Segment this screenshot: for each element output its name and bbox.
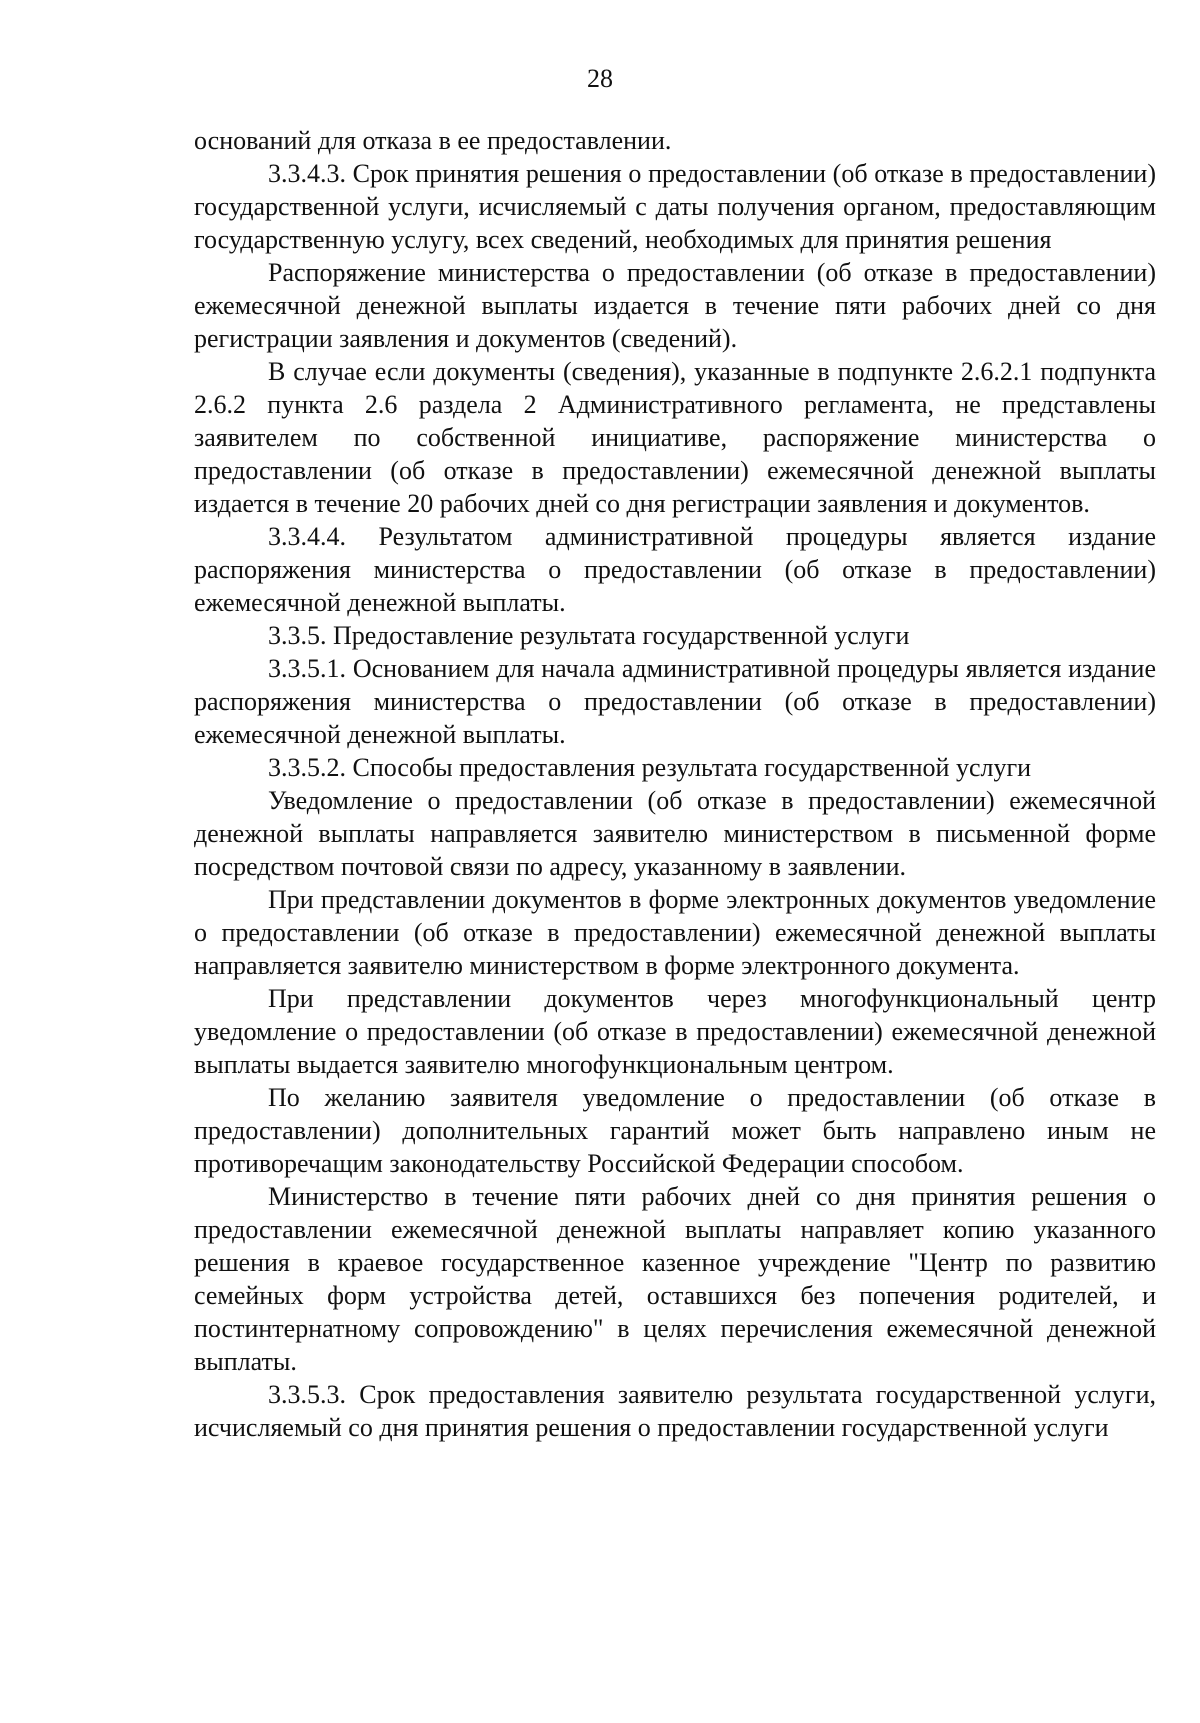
paragraph-3-3-5-1: 3.3.5.1. Основанием для начала административной процедуры является издание распоряжения министерства о предоставлении (об отказе в предоставлении) ежемесячной денежной выплаты. (194, 654, 1156, 749)
paragraph-other-method: По желанию заявителя уведомление о предоставлении (об отказе в предоставлении) дополнительных гарантий может быть направлено иным не противоречащим законодательству Российской Федерации способом. (194, 1083, 1156, 1178)
paragraph-3-3-4-4: 3.3.4.4. Результатом административной процедуры является издание распоряжения министерства о предоставлении (об отказе в предоставлении) ежемесячной денежной выплаты. (194, 522, 1156, 617)
paragraph-order-twenty-days: В случае если документы (сведения), указанные в подпункте 2.6.2.1 подпункта 2.6.2 пункта 2.6 раздела 2 Административного регламента, не представлены заявителем по собственной инициативе, распоряжение министерства о предоставлении (об отказе в предоставлении) ежемесячной денежной выплаты издается в течение 20 рабочих дней со дня регистрации заявления и документов. (194, 357, 1156, 518)
paragraph-ministry-copy: Министерство в течение пяти рабочих дней со дня принятия решения о предоставлении ежемесячной денежной выплаты направляет копию указанного решения в краевое государственное казенное учреждение "Центр по развитию семейных форм устройства детей, оставшихся без попечения родителей, и постинтернатному сопровождению" в целях перечисления ежемесячной денежной выплаты. (194, 1182, 1156, 1376)
paragraph-order-five-days: Распоряжение министерства о предоставлении (об отказе в предоставлении) ежемесячной денежной выплаты издается в течение пяти рабочих дней со дня регистрации заявления и документов (сведений). (194, 258, 1156, 353)
paragraph-postal-notice: Уведомление о предоставлении (об отказе в предоставлении) ежемесячной денежной выплаты направляется заявителю министерством в письменной форме посредством почтовой связи по адресу, указанному в заявлении. (194, 786, 1156, 881)
paragraph-electronic-notice: При представлении документов в форме электронных документов уведомление о предоставлении (об отказе в предоставлении) ежемесячной денежной выплаты направляется заявителю министерством в форме электронного документа. (194, 885, 1156, 980)
paragraph-3-3-5-3: 3.3.5.3. Срок предоставления заявителю результата государственной услуги, исчисляемый со дня принятия решения о предоставлении государственной услуги (194, 1380, 1156, 1442)
paragraph-3-3-5-2: 3.3.5.2. Способы предоставления результата государственной услуги (268, 753, 1032, 782)
page-number: 28 (587, 64, 613, 93)
document-body (194, 124, 1156, 1444)
paragraph-3-3-5: 3.3.5. Предоставление результата государственной услуги (268, 621, 910, 650)
paragraph-3-3-4-3: 3.3.4.3. Срок принятия решения о предоставлении (об отказе в предоставлении) государственной услуги, исчисляемый с даты получения органом, предоставляющим государственную услугу, всех сведений, необходимых для принятия решения (194, 159, 1156, 254)
paragraph-continuation: оснований для отказа в ее предоставлении. (194, 126, 672, 155)
paragraph-mfc-notice: При представлении документов через многофункциональный центр уведомление о предоставлении (об отказе в предоставлении) ежемесячной денежной выплаты выдается заявителю многофункциональным центром. (194, 984, 1156, 1079)
